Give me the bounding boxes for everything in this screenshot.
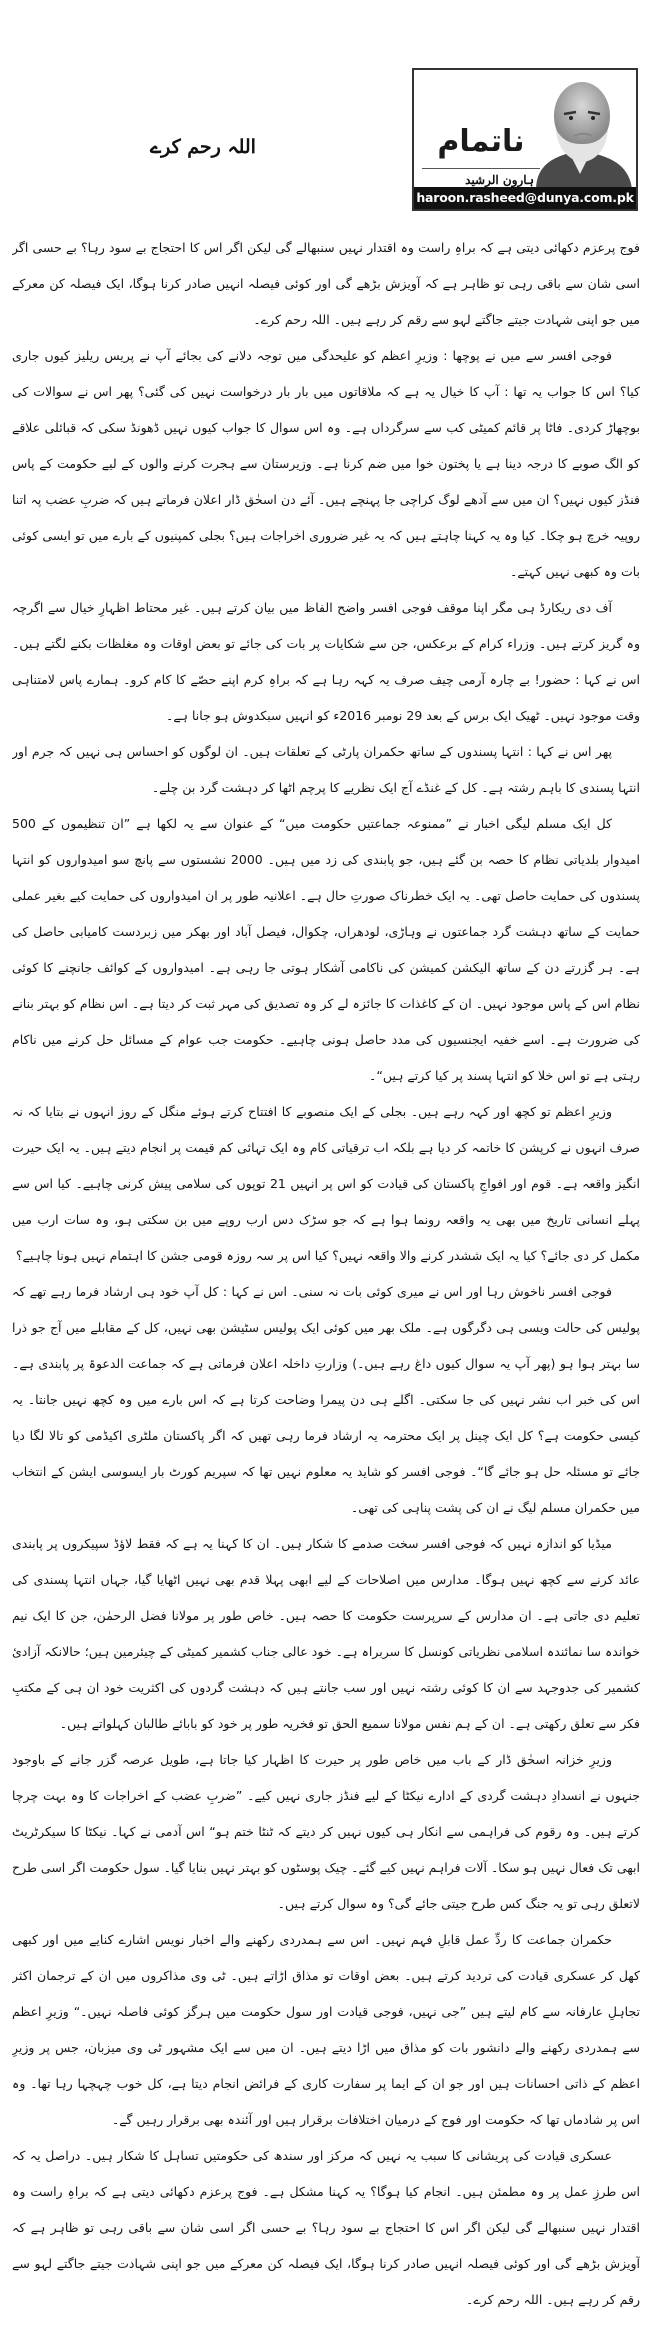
article-body: [12, 230, 640, 2330]
paragraph: حکمران جماعت کا ردِّ عمل قابلِ فہم نہیں۔ اس سے ہمدردی رکھنے والے اخبار نویس اشارے کنایے میں اور کبھی کھل کر عسکری قیادت کی تردید کرتے ہیں۔ بعض اوقات تو مذاق اڑاتے ہیں۔ ٹی وی مذاکروں میں ان کے ترجمان اکثر تجاہلِ عارفانہ سے کام لیتے ہیں ”جی نہیں، فوجی قیادت اور سول حکومت میں ہرگز کوئی فاصلہ نہیں۔“ وزیرِ اعظم سے ہمدردی رکھنے والے دانشور بات کو مذاق میں اڑا دیتے ہیں۔ ان میں سے ایک مشہور ٹی وی میزبان، جس پر وزیرِ اعظم کے ذاتی احسانات ہیں اور جو ان کے ایما پر سفارت کاری کے فرائض انجام دیتا ہے، کل خوب چہچہا رہا تھا۔ وہ اس پر شادماں تھا کہ حکومت اور فوج کے درمیان اختلافات برقرار ہیں اور آئندہ بھی برقرار رہیں گے۔: [12, 1932, 640, 2127]
paragraph: پھر اس نے کہا : انتہا پسندوں کے ساتھ حکمران پارٹی کے تعلقات ہیں۔ ان لوگوں کو احساس ہی نہیں کہ جرم اور انتہا پسندی کا باہم رشتہ ہے۔ کل کے غنڈے آج ایک نظریے کا پرچم اٹھا کر دہشت گرد بن چلے۔: [12, 744, 640, 795]
paragraph: فوجی افسر ناخوش رہا اور اس نے میری کوئی بات نہ سنی۔ اس نے کہا : کل آپ خود ہی ارشاد فرما رہے تھے کہ پولیس کی حالت ویسی ہی دگرگوں ہے۔ ملک بھر میں کوئی ایک پولیس سٹیشن بھی نہیں، کل کے مقابلے میں آج جو ذرا سا بہتر ہوا ہو (پھر آپ یہ سوال کیوں داغ رہے ہیں۔) وزارتِ داخلہ اعلان فرماتی ہے کہ جماعت الدعوۃ پر پابندی ہے۔ اس کی خبر اب نشر نہیں کی جا سکتی۔ اگلے ہی دن پیمرا وضاحت کرتا ہے کہ اس بارے میں وہ کچھ نہیں جانتا۔ یہ کیسی حکومت ہے؟ کل ایک چینل پر ایک محترمہ یہ ارشاد فرما رہی تھیں کہ اگر پاکستان ملٹری اکیڈمی کو تالا لگا دیا جائے تو مسئلہ حل ہو جائے گا“۔ فوجی افسر کو شاید یہ معلوم نہیں تھا کہ سپریم کورٹ بار ایسوسی ایشن کے انتخاب میں حکمران مسلم لیگ نے ان کی پشت پناہی کی تھی۔: [12, 1284, 640, 1515]
author-email: haroon.rasheed@dunya.com.pk: [414, 187, 636, 209]
article-title: اللہ رحم کرے: [150, 136, 256, 158]
column-header-box: [412, 68, 638, 211]
paragraph: وزیرِ خزانہ اسحٰق ڈار کے باب میں خاص طور پر حیرت کا اظہار کیا جاتا ہے، طویل عرصہ گزر جانے کے باوجود جنہوں نے انسدادِ دہشت گردی کے ادارے نیکٹا کے لیے فنڈز جاری نہیں کیے۔ ”ضربِ عضب کے اخراجات کا وہ بہت چرچا کرتے ہیں۔ وہ رقوم کی فراہمی سے انکار ہی کیوں نہیں کر دیتے کہ ٹنٹا ختم ہو“ اس آدمی نے کہا۔ نیکٹا کا سیکرٹریٹ ابھی تک فعال نہیں ہو سکا۔ آلات فراہم نہیں کیے گئے۔ چیک پوسٹوں کو بہتر نہیں بنایا گیا۔ سول حکومت اگر اسی طرح لاتعلق رہی تو یہ جنگ کس طرح جیتی جائے گی؟ وہ سوال کرتے ہیں۔: [12, 1752, 640, 1911]
paragraph: فوجی افسر سے میں نے پوچھا : وزیرِ اعظم کو علیحدگی میں توجہ دلانے کی بجائے آپ نے پریس ریلیز کیوں جاری کیا؟ اس کا جواب یہ تھا : آپ کا خیال یہ ہے کہ ملاقاتوں میں بار بار درخواست نہیں کی گئی؟ پھر اس نے سوالات کی بوچھاڑ کردی۔ فاٹا پر قائم کمیٹی کب سے سرگرداں ہے۔ وہ اس سوال کا جواب کیوں نہیں ڈھونڈ سکی کہ قبائلی علاقے کو الگ صوبے کا درجہ دینا ہے یا پختون خوا میں ضم کرنا ہے۔ وزیرستان سے ہجرت کرنے والوں کے لیے حکومت کے پاس فنڈز کیوں نہیں؟ ان میں سے آدھے لوگ کراچی جا پہنچے ہیں۔ آئے دن اسحٰق ڈار اعلان فرماتے ہیں کہ ضربِ عضب پہ اتنا روپیہ خرچ ہو چکا۔ کیا وہ یہ کہنا چاہتے ہیں کہ یہ غیر ضروری اخراجات ہیں؟ بجلی کمپنیوں کے بارے میں تو ایسی کوئی بات وہ کبھی نہیں کہتے۔: [12, 348, 640, 579]
author-portrait-icon: [526, 70, 634, 190]
author-name: ہارون الرشید: [465, 173, 534, 187]
paragraph: فوج پرعزم دکھائی دیتی ہے کہ براہِ راست وہ اقتدار نہیں سنبھالے گی لیکن اگر اس کا احتجاج بے سود رہا؟ بے حسی اگر اسی شان سے باقی رہی تو ظاہر ہے کہ آویزش بڑھے گی اور کوئی فیصلہ انہیں صادر کرنا ہوگا، ایک فیصلہ کن معرکے میں جو اپنی شہادت جیتے جاگتے لہو سے رقم کر رہے ہیں۔ اللہ رحم کرے۔: [12, 240, 640, 327]
paragraph: میڈیا کو اندازہ نہیں کہ فوجی افسر سخت صدمے کا شکار ہیں۔ ان کا کہنا یہ ہے کہ فقط لاؤڈ سپیکروں پر پابندی عائد کرنے سے کچھ نہیں ہوگا۔ مدارس میں اصلاحات کے لیے ابھی پہلا قدم بھی نہیں اٹھایا گیا، جہاں انتہا پسندی کی تعلیم دی جاتی ہے۔ ان مدارس کے سرپرست حکومت کا حصہ ہیں۔ خاص طور پر مولانا فضل الرحمٰن، جن کا ایک نیم خواندہ سا نمائندہ اسلامی نظریاتی کونسل کا سربراہ ہے۔ خود عالی جناب کشمیر کمیٹی کے چیئرمین ہیں؛ حالانکہ آزادیٔ کشمیر کی جدوجہد سے ان کا کوئی رشتہ نہیں اور سب جانتے ہیں کہ دہشت گردوں کی اکثریت خود ان ہی کے مکتبِ فکر سے تعلق رکھتی ہے۔ ان کے ہم نفس مولانا سمیع الحق تو فخریہ طور پر خود کو بابائے طالبان کہلواتے ہیں۔: [12, 1536, 640, 1731]
column-logo: ناتمام: [437, 124, 525, 159]
paragraph: وزیرِ اعظم تو کچھ اور کہہ رہے ہیں۔ بجلی کے ایک منصوبے کا افتتاح کرتے ہوئے منگل کے روز انہوں نے بتایا کہ نہ صرف انہوں نے کرپشن کا خاتمہ کر دیا ہے بلکہ اب ترقیاتی کام وہ ایک تہائی کم قیمت پر انجام دیتے ہیں۔ یہ ایک حیرت انگیز واقعہ ہے۔ قوم اور افواجِ پاکستان کی قیادت کو اس پر انہیں 21 توپوں کی سلامی پیش کرنی چاہیے۔ کیا اس سے پہلے انسانی تاریخ میں بھی یہ واقعہ رونما ہوا ہے کہ جو سڑک دس ارب روپے میں بن سکتی ہو، وہ سات ارب میں مکمل کر دی جائے؟ کیا یہ ایک ششدر کرنے والا واقعہ نہیں؟ کیا اس پر سہ روزہ قومی جشن کا اہتمام نہیں ہونا چاہیے؟: [12, 1104, 640, 1263]
logo-divider: [422, 168, 540, 169]
paragraph: عسکری قیادت کی پریشانی کا سبب یہ نہیں کہ مرکز اور سندھ کی حکومتیں تساہل کا شکار ہیں۔ دراصل یہ کہ اس طرزِ عمل پر وہ مطمئن ہیں۔ انجام کیا ہوگا؟ یہ کہنا مشکل ہے۔ فوج پرعزم دکھائی دیتی ہے کہ براہِ راست وہ اقتدار نہیں سنبھالے گی لیکن اگر اس کا احتجاج بے سود رہا؟ بے حسی اگر اسی شان سے باقی رہی تو ظاہر ہے کہ آویزش بڑھے گی اور کوئی فیصلہ انہیں صادر کرنا ہوگا، ایک فیصلہ کن معرکے میں جو اپنی شہادت جیتے جاگتے لہو سے رقم کر رہے ہیں۔ اللہ رحم کرے۔: [12, 2148, 640, 2307]
paragraph: آف دی ریکارڈ ہی مگر اپنا موقف فوجی افسر واضح الفاظ میں بیان کرتے ہیں۔ غیر محتاط اظہارِ خیال سے اگرچہ وہ گریز کرتے ہیں۔ وزراء کرام کے برعکس، جن سے شکایات پر بات کی جائے تو بعض اوقات وہ مغلظات بکنے لگتے ہیں۔ اس نے کہا : حضور! بے چارہ آرمی چیف صرف یہ کہہ رہا ہے کہ براہِ کرم اپنے حصّے کا کام کرو۔ ہمارے پاس لامتناہی وقت موجود نہیں۔ ٹھیک ایک برس کے بعد 29 نومبر 2016ء کو انہیں سبکدوش ہو جانا ہے۔: [12, 600, 640, 723]
paragraph: کل ایک مسلم لیگی اخبار نے ”ممنوعہ جماعتیں حکومت میں“ کے عنوان سے یہ لکھا ہے ”ان تنظیموں کے 500 امیدوار بلدیاتی نظام کا حصہ بن گئے ہیں، جو پابندی کی زد میں ہیں۔ 2000 نشستوں سے پانچ سو امیدواروں کو انتہا پسندوں کی حمایت حاصل تھی۔ یہ ایک خطرناک صورتِ حال ہے۔ اعلانیہ طور پر ان امیدواروں کی حمایت کیے بغیر عملی حمایت کے ساتھ دہشت گرد جماعتوں نے وہاڑی، لودھراں، چکوال، فیصل آباد اور بھکر میں زبردست کامیابی حاصل کی ہے۔ ہر گزرتے دن کے ساتھ الیکشن کمیشن کی ناکامی آشکار ہوتی جا رہی ہے۔ امیدواروں کے کوائف جانچنے کا کوئی نظام اس کے پاس موجود نہیں۔ ان کے کاغذات کا جائزہ لے کر وہ تصدیق کی مہر ثبت کر دیتا ہے۔ اس نظام کو بہتر بنانے کی ضرورت ہے۔ اسے خفیہ ایجنسیوں کی مدد حاصل ہونی چاہیے۔ حکومت جب عوام کے مسائل حل کرنے میں ناکام رہتی ہے تو اس خلا کو انتہا پسند پر کیا کرتے ہیں“۔: [12, 816, 640, 1083]
